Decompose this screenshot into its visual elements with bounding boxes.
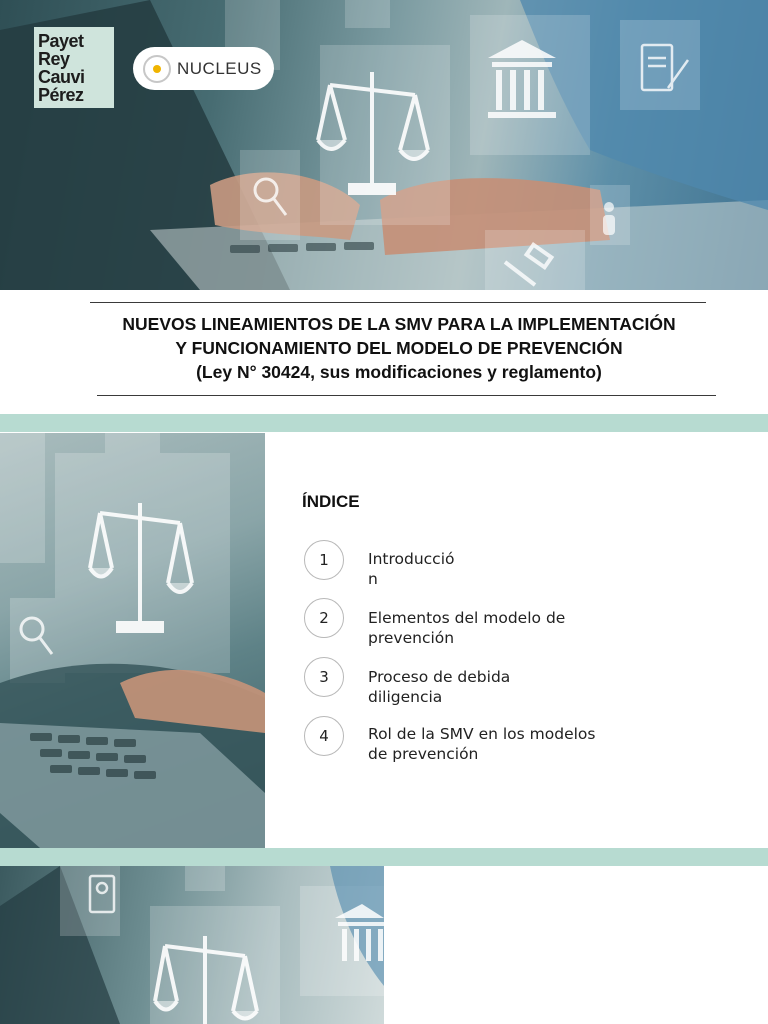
hero-illustration [0,0,768,290]
firm-logo-line: Rey [38,48,70,69]
index-label [368,608,565,648]
person-icon [603,202,615,235]
index-label-line: diligencia [368,688,443,706]
firm-logo [34,27,114,108]
firm-logo-line: Cauvi [38,66,85,87]
partner-logo-text: NUCLEUS [177,58,262,78]
title-rule-top [90,302,706,303]
section-illustration [0,433,265,848]
index-item[interactable] [304,598,565,648]
title-rule-bottom [97,395,716,396]
index-label [368,724,595,764]
index-label-line: n [368,570,378,588]
index-label-line: Proceso de debida [368,668,511,686]
index-item[interactable] [304,657,510,707]
nucleus-mark-icon [143,55,171,83]
index-label [368,549,454,589]
index-label-line: Rol de la SMV en los modelos [368,725,596,743]
index-label-line: de prevención [368,745,479,763]
index-label-line: Elementos del modelo de [368,609,566,627]
footer-image [0,866,384,1024]
index-number: 1 [304,540,344,580]
title-line: (Ley N° 30424, sus modificaciones y reglamento) [196,362,602,382]
index-label [368,667,510,707]
section-image [0,433,265,848]
index-heading: ÍNDICE [302,492,360,511]
accent-band [0,848,768,866]
index-item[interactable] [304,540,454,589]
document-title [60,312,738,384]
title-line: Y FUNCIONAMIENTO DEL MODELO DE PREVENCIÓN [175,338,623,358]
title-line: NUEVOS LINEAMIENTOS DE LA SMV PARA LA IMPLEMENTACIÓN [122,314,676,334]
index-number: 4 [304,716,344,756]
partner-logo [133,47,274,90]
footer-illustration [0,866,384,1024]
index-item[interactable] [304,716,595,764]
index-number: 3 [304,657,344,697]
hero-image [0,0,768,290]
index-number: 2 [304,598,344,638]
firm-logo-line: Payet [38,30,84,51]
index-label-line: Introducció [368,550,455,568]
index-label-line: prevención [368,629,455,647]
accent-band [0,414,768,432]
firm-logo-line: Pérez [38,84,84,105]
